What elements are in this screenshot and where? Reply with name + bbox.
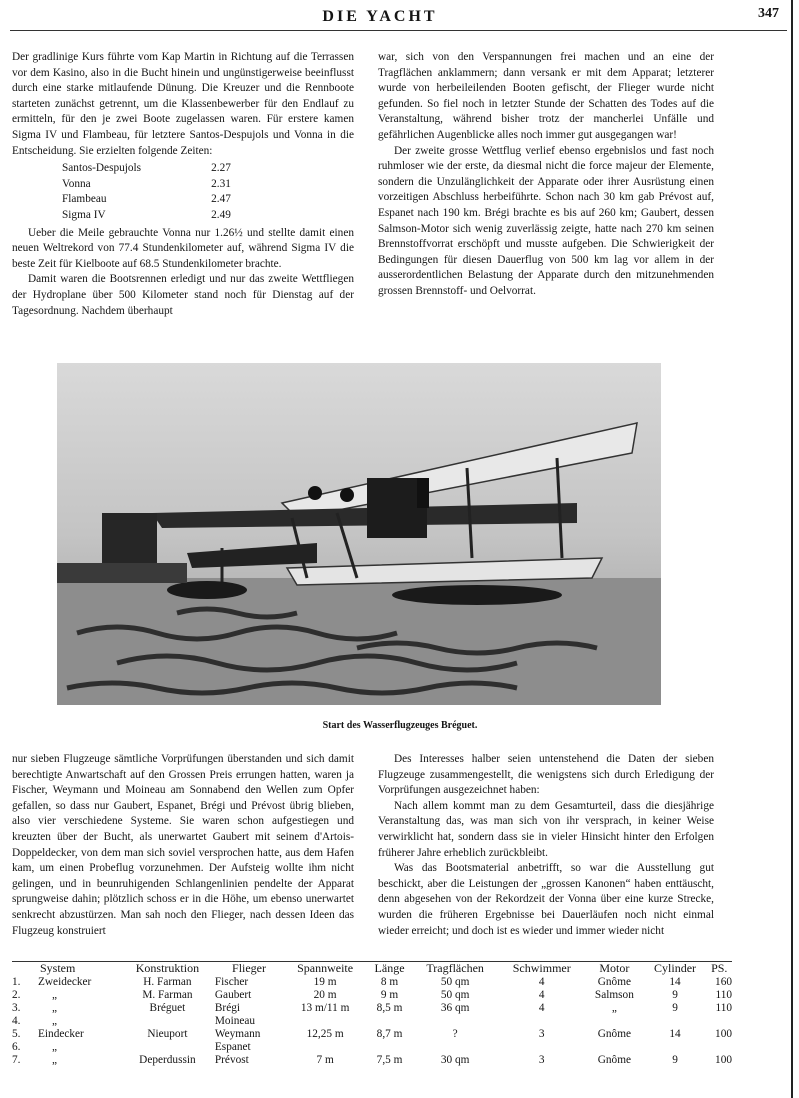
paragraph: Damit waren die Bootsrennen erledigt und nur das zweite Wettfliegen der Hydroplane über 500 Kilometer stand noch für Dienstag auf der Tagesordnung. Nachdem überhaupt xyxy=(12,273,354,317)
cell-system: „ xyxy=(52,1002,58,1014)
cell-laenge: 9 m xyxy=(380,989,399,1001)
table-body xyxy=(12,976,732,1067)
cell-spannweite xyxy=(283,1041,367,1054)
column-header-konstruktion: Konstruktion xyxy=(135,961,200,975)
cell-spannweite: 7 m xyxy=(316,1054,334,1066)
cell-cylinder: 9 xyxy=(672,1054,678,1066)
cell-motor: Salmson xyxy=(594,989,634,1001)
results-row xyxy=(62,208,231,224)
cell-motor: „ xyxy=(611,1002,617,1014)
cell-motor: Gnôme xyxy=(597,1054,632,1066)
cell-tragflaechen xyxy=(412,1015,498,1028)
cell-laenge: 8 m xyxy=(380,976,399,988)
table-row xyxy=(12,1002,732,1015)
table-row xyxy=(12,1054,732,1067)
cell-row-number: 1. xyxy=(12,976,21,988)
results-row xyxy=(62,177,231,193)
table-header-row xyxy=(12,962,732,976)
paragraph: Der gradlinige Kurs führte vom Kap Martin in Richtung auf die Terrassen vor dem Kasino, also in die Bucht hinein und ungünstigerweise beeinflusst durch eine starke mitlaufende Dünung. Die Kreuzer und die Rennboote starteten zunächst getrennt, um die Klassenbewerber für den Endlauf zu ermitteln, für den je zwei Boote zugelassen waren. Für erstere kamen Sigma IV und Flambeau, für letztere Santos-Despujols und Vonna in die Entscheidung. Sie erzielten folgende Zeiten: xyxy=(12,51,354,157)
paragraph: Nach allem kommt man zu dem Gesamturteil, dass die diesjährige Veranstaltung das, was man sich von ihr versprach, in keiner Weise verwirklicht hat, sondern dass sie in vieler Hinsicht hinter den Erfolgen früherer Jahre erheblich zurückbleibt. xyxy=(378,799,714,859)
column-header-tragflaechen: Tragflächen xyxy=(426,961,484,975)
cell-schwimmer xyxy=(498,1041,585,1054)
cell-spannweite xyxy=(283,1015,367,1028)
cell-cylinder xyxy=(644,1041,707,1054)
cell-konstruktion xyxy=(120,1015,215,1028)
cell-laenge: 8,5 m xyxy=(376,1002,403,1014)
boat-name: Sigma IV xyxy=(62,208,106,221)
column-header-cylinder: Cylinder xyxy=(654,961,697,975)
cell-motor xyxy=(585,1041,643,1054)
cell-ps xyxy=(707,1041,732,1054)
cell-tragflaechen: 36 qm xyxy=(440,1002,470,1014)
results-row xyxy=(62,192,231,208)
cell-row-number: 5. xyxy=(12,1028,21,1040)
cell-system: „ xyxy=(52,1015,58,1027)
column-header-motor: Motor xyxy=(599,961,630,975)
cell-laenge xyxy=(367,1015,412,1028)
cell-row-number: 6. xyxy=(12,1041,21,1053)
cell-tragflaechen: 50 qm xyxy=(440,976,470,988)
left-column-top xyxy=(12,50,354,319)
boat-name: Santos-Despujols xyxy=(62,162,142,175)
cell-schwimmer: 4 xyxy=(538,989,545,1001)
cell-flieger: Moineau xyxy=(214,1015,256,1027)
cell-cylinder: 9 xyxy=(672,989,678,1001)
header-rule xyxy=(10,30,787,31)
column-header-ps: PS. xyxy=(711,961,728,975)
seaplane-illustration xyxy=(57,363,661,705)
cell-laenge: 7,5 m xyxy=(376,1054,403,1066)
cell-flieger: Gaubert xyxy=(214,989,252,1001)
cell-row-number: 2. xyxy=(12,989,21,1001)
seaplane-photo xyxy=(57,363,661,705)
cell-flieger: Fischer xyxy=(214,976,249,988)
paragraph: Was das Bootsmaterial anbetrifft, so war die Ausstellung gut beschickt, aber die Leistungen der „grossen Kanonen“ haben enttäuscht, denn abgesehen von der Rekordzeit der Vonna über eine kurze Strecke, wurden die früheren Ergebnisse bei Dauerläufen noch nicht einmal wieder erreicht; und doch ist es wieder und immer wieder nicht xyxy=(378,862,714,937)
cell-cylinder: 9 xyxy=(672,1002,678,1014)
table-row xyxy=(12,989,732,1002)
table-row xyxy=(12,1041,732,1054)
cell-konstruktion: Nieuport xyxy=(147,1028,188,1040)
cell-row-number: 4. xyxy=(12,1015,21,1027)
table-row xyxy=(12,976,732,989)
cell-flieger: Espanet xyxy=(214,1041,251,1053)
page-number: 347 xyxy=(758,6,779,21)
boat-time: 2.49 xyxy=(211,208,231,221)
cell-cylinder: 14 xyxy=(669,1028,681,1040)
cell-ps: 160 xyxy=(715,976,732,988)
cell-system: „ xyxy=(52,1054,58,1066)
results-row xyxy=(62,161,231,177)
cell-konstruktion: M. Farman xyxy=(142,989,193,1001)
running-title: DIE YACHT xyxy=(322,8,438,25)
cell-konstruktion: Deperdussin xyxy=(139,1054,196,1066)
cell-ps xyxy=(707,1015,732,1028)
cell-system: Zweidecker xyxy=(38,976,92,988)
cell-system: „ xyxy=(52,989,58,1001)
photo-caption: Start des Wasserflugzeuges Bréguet. xyxy=(322,720,478,731)
paragraph: Des Interesses halber seien untenstehend die Daten der sieben Flugzeuge zusammengestellt, die wenigstens sich durch Erledigung der Vorprüfungen ausgezeichnet haben: xyxy=(378,753,714,797)
cell-row-number: 3. xyxy=(12,1002,21,1014)
cell-schwimmer: 4 xyxy=(538,976,545,988)
boat-name: Vonna xyxy=(62,177,91,190)
cell-flieger: Prévost xyxy=(214,1054,249,1066)
boat-name: Flambeau xyxy=(62,193,107,206)
cell-flieger: Weymann xyxy=(214,1028,261,1040)
cell-system: „ xyxy=(52,1041,58,1053)
cell-konstruktion: Bréguet xyxy=(149,1002,186,1014)
cell-spannweite: 13 m/11 m xyxy=(300,1002,350,1014)
table-row xyxy=(12,1015,732,1028)
cell-schwimmer: 4 xyxy=(538,1002,545,1014)
left-column-bottom xyxy=(12,752,354,939)
cell-cylinder: 14 xyxy=(669,976,681,988)
cell-row-number: 7. xyxy=(12,1054,21,1066)
cell-ps: 110 xyxy=(715,989,732,1001)
cell-ps: 110 xyxy=(715,1002,732,1014)
cell-schwimmer xyxy=(498,1015,585,1028)
cell-konstruktion xyxy=(120,1041,215,1054)
table-row xyxy=(12,1028,732,1041)
boat-time: 2.47 xyxy=(211,193,231,206)
cell-schwimmer: 3 xyxy=(538,1028,545,1040)
cell-laenge: 8,7 m xyxy=(376,1028,403,1040)
column-header-schwimmer: Schwimmer xyxy=(512,961,571,975)
boat-time: 2.27 xyxy=(211,162,231,175)
cell-cylinder xyxy=(644,1015,707,1028)
cell-laenge xyxy=(367,1041,412,1054)
cell-tragflaechen xyxy=(412,1041,498,1054)
paragraph: Ueber die Meile gebrauchte Vonna nur 1.26½ und stellte damit einen neuen Weltrekord von 77.4 Stundenkilometer auf, während Sigma IV die beste Zeit für Kielboote auf 68.5 Stundenkilometer brachte. xyxy=(12,226,354,270)
cell-ps: 100 xyxy=(715,1028,732,1040)
cell-system: Eindecker xyxy=(38,1028,84,1040)
paragraph: war, sich von den Verspannungen frei machen und an eine der Tragflächen anklammern; dann versank er mit dem Apparat; letzterer wurde von herbeileilenden Booten gefischt, der Flieger wurde nicht gefunden. So fiel noch in letzter Stunde der Schatten des Todes auf die Veranstaltung, während bisher trotz der mancherlei Unfälle und gefährlichen Augenblicke alles noch immer gut ausgegangen war! xyxy=(378,51,714,141)
cell-tragflaechen: 50 qm xyxy=(440,989,470,1001)
cell-spannweite: 19 m xyxy=(313,976,337,988)
cell-spannweite: 12,25 m xyxy=(306,1028,344,1040)
column-header-flieger: Flieger xyxy=(232,961,267,975)
page-edge-line xyxy=(791,0,793,1098)
cell-tragflaechen: 30 qm xyxy=(440,1054,470,1066)
cell-motor xyxy=(585,1015,643,1028)
cell-spannweite: 20 m xyxy=(313,989,337,1001)
right-column-bottom xyxy=(378,752,714,939)
paragraph: nur sieben Flugzeuge sämtliche Vorprüfungen überstanden und sich damit berechtigte Anwartschaft auf den Grossen Preis errungen hatten, waren ja Fischer, Weymann und Moineau am Sonnabend den Wellen zum Opfer gefallen, so dass nur Gaubert, Espanet, Brégi und Prévost übrig blieben, also vier verschiedene Systeme. Sie waren schon aufgestiegen und kreuzten über der Bucht, als unerwartet Gaubert mit seinem d'Artois-Doppeldecker, von dem man sich soviel versprochen hatte, aus dem Hafen kam, um einen Probeflug vorzunehmen. Der Aufsteig wollte ihm nicht gelingen, und in beunruhigenden Schlangenlinien pendelte der Apparat sprungweise dahin; plötzlich schoss er in die Höhe, um ebenso unerwartet senkrecht abzustürzen. Man sah noch den Flieger, nach dessen Ideen das Flugzeug konstruiert xyxy=(12,753,354,937)
right-column-top xyxy=(378,50,714,300)
cell-motor: Gnôme xyxy=(597,1028,632,1040)
cell-schwimmer: 3 xyxy=(538,1054,545,1066)
column-header-spannweite: Spannweite xyxy=(297,961,354,975)
cell-motor: Gnôme xyxy=(597,976,632,988)
paragraph: Der zweite grosse Wettflug verlief ebenso ergebnislos und fast noch ruhmloser wie der erste, da diesmal nicht die force majeur der Elemente, sondern die Unzulänglichkeit der Apparate oder ihrer Ausrüstung einen vorzeitigen Abschluss herbeiführte. Schon nach 30 km gab Prévost auf, Espanet nach 190 km. Brégi brachte es bis auf 260 km; Gaubert, dessen Salmson-Motor sich wenig zuverlässig zeigte, hatte nach 270 km seinen Brennstoffvorrat erschöpft und musste aufgeben. Die Schwierigkeit der Bedingungen für diesen Dauerflug von 500 km lag vor allem in der ausserordentlichen Belastung der Apparate durch den mitzunehmenden grossen Brennstoff- und Oelvorrat. xyxy=(378,144,714,297)
cell-flieger: Brégi xyxy=(214,1002,240,1014)
cell-ps: 100 xyxy=(715,1054,732,1066)
column-header-system: System xyxy=(40,961,76,975)
column-header-laenge: Länge xyxy=(374,961,405,975)
cell-konstruktion: H. Farman xyxy=(143,976,192,988)
aircraft-data-table xyxy=(12,962,732,1067)
boat-time: 2.31 xyxy=(211,177,231,190)
cell-tragflaechen: ? xyxy=(452,1028,458,1040)
results-table xyxy=(62,161,231,223)
